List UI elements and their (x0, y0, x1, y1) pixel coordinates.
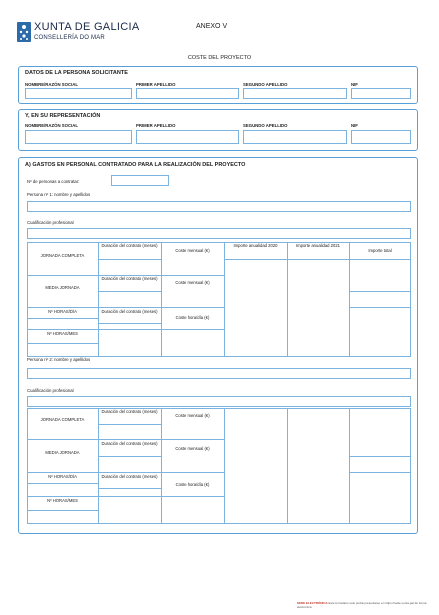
rep-first-surname-input[interactable] (136, 130, 239, 144)
duration-label: Duración del contrato (meses) (101, 474, 158, 479)
field-label: NOMBRE/RAZÓN SOCIAL (25, 82, 78, 87)
duration-label: Duración del contrato (meses) (101, 243, 158, 248)
hours-month-label: Nº HORAS/MES (47, 498, 78, 503)
qualification-label: Cualificación profesional (27, 220, 74, 225)
section-title: DATOS DE LA PERSONA SOLICITANTE (25, 70, 128, 76)
hours-day-label: Nº HORAS/DÍA (48, 309, 77, 314)
footer-text: Este formulario solo podrá presentarse en https://sede.xunta.gal de forma electrónica (297, 601, 427, 609)
annual-2021-label: Importe anualidad 2021 (295, 243, 340, 248)
person1-qualification-input[interactable] (27, 228, 411, 239)
nif-input[interactable] (351, 88, 411, 99)
field-label: NOMBRE/RAZÓN SOCIAL (25, 123, 78, 128)
footer-brand: SEDE ELECTRÓNICA (297, 601, 328, 605)
dept-name: CONSELLERÍA DO MAR (34, 35, 105, 41)
xunta-logo-icon (17, 22, 31, 44)
person1-name-input[interactable] (27, 201, 411, 212)
section-title: Y, EN SU REPRESENTACIÓN (25, 113, 101, 119)
qualification-label: Cualificación profesional (27, 388, 74, 393)
rep-nif-input[interactable] (351, 130, 411, 144)
person1-label: Persona nº 1: nombre y apellidos (27, 192, 91, 197)
duration-label: Duración del contrato (meses) (101, 441, 158, 446)
field-label: NIF (351, 123, 358, 128)
representative-section (18, 109, 418, 151)
applicant-section (18, 66, 418, 104)
rep-second-surname-input[interactable] (243, 130, 347, 144)
monthly-cost-label: Coste mensual (€) (175, 413, 210, 418)
name-input[interactable] (25, 88, 132, 99)
second-surname-input[interactable] (243, 88, 347, 99)
full-time-label: JORNADA COMPLETA (40, 417, 85, 422)
duration-label: Duración del contrato (meses) (101, 409, 158, 414)
field-label: SEGUNDO APELLIDO (243, 123, 288, 128)
annual-2020-label: Importe anualidad 2020 (233, 243, 278, 248)
costs-section (18, 157, 418, 534)
monthly-cost-label: Coste mensual (€) (175, 248, 210, 253)
field-label: PRIMER APELLIDO (136, 123, 176, 128)
field-label: NIF (351, 82, 358, 87)
hourly-cost-label: Coste hora/día (€) (175, 315, 210, 320)
num-people-input[interactable] (111, 175, 169, 186)
part-time-label: MEDIA JORNADA (45, 450, 80, 455)
cost-table-2 (27, 408, 411, 524)
doc-title: COSTE DEL PROYECTO (187, 55, 252, 61)
rep-name-input[interactable] (25, 130, 132, 144)
field-label: SEGUNDO APELLIDO (243, 82, 288, 87)
hours-month-label: Nº HORAS/MES (47, 331, 78, 336)
duration-label: Duración del contrato (meses) (101, 309, 158, 314)
annex-label: ANEXO V (196, 23, 228, 30)
full-time-label: JORNADA COMPLETA (40, 253, 85, 258)
hourly-cost-label: Coste hora/día (€) (175, 482, 210, 487)
person2-qualification-input[interactable] (27, 396, 411, 407)
footer-note (297, 601, 437, 609)
num-people-label: Nº de personas a contratar: (27, 179, 80, 184)
first-surname-input[interactable] (136, 88, 239, 99)
field-label: PRIMER APELLIDO (136, 82, 176, 87)
part-time-label: MEDIA JORNADA (45, 285, 80, 290)
monthly-cost-label: Coste mensual (€) (175, 446, 210, 451)
org-name: XUNTA DE GALICIA (34, 21, 140, 33)
hours-day-label: Nº HORAS/DÍA (48, 474, 77, 479)
person2-label: Persona nº 2: nombre y apellidos (27, 357, 91, 362)
monthly-cost-label: Coste mensual (€) (175, 280, 210, 285)
total-label: Importe total (368, 248, 392, 253)
duration-label: Duración del contrato (meses) (101, 276, 158, 281)
section-title: A) GASTOS EN PERSONAL CONTRATADO PARA LA REALIZACIÓN DEL PROYECTO (25, 162, 246, 168)
person2-name-input[interactable] (27, 368, 411, 379)
